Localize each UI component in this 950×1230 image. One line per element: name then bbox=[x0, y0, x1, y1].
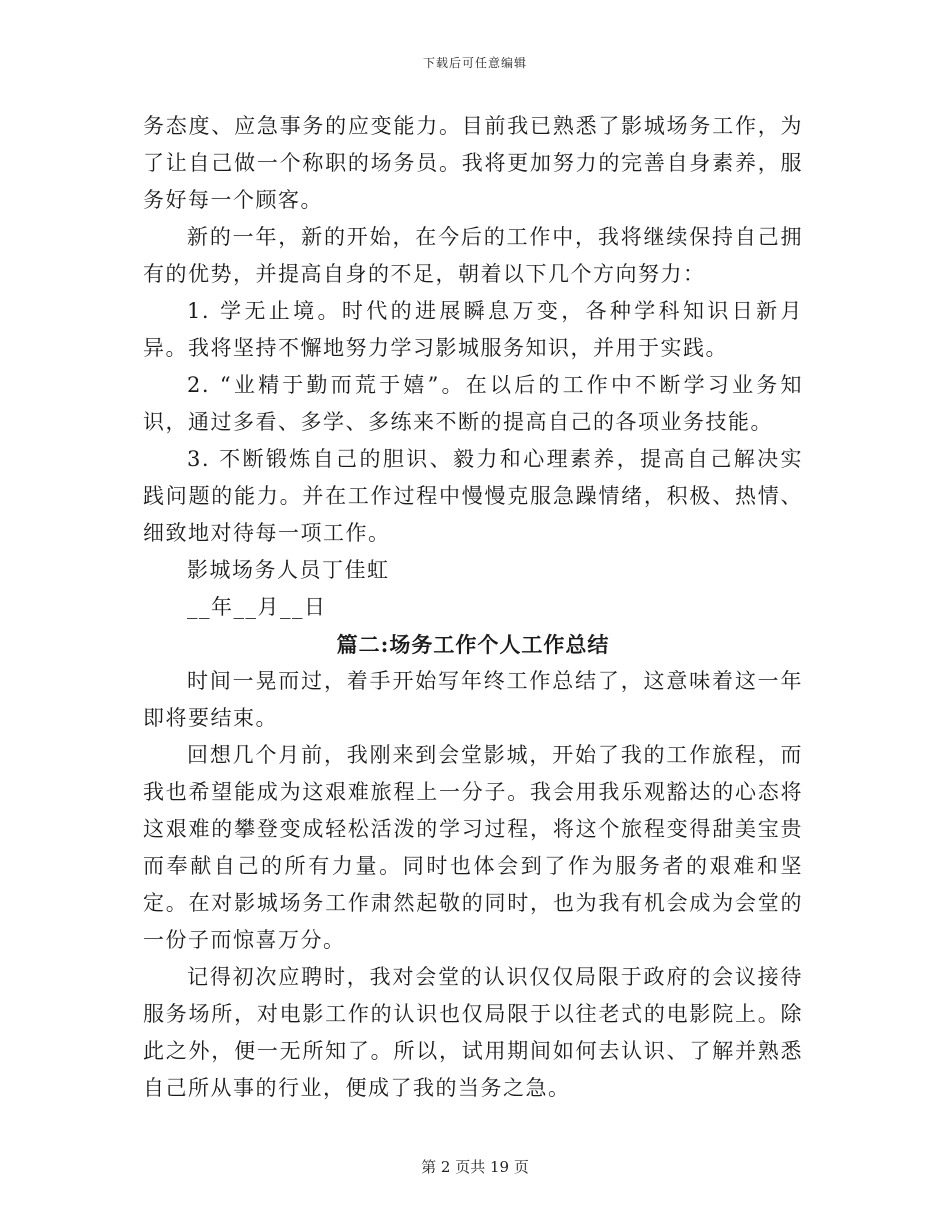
section-title: 篇二:场务工作个人工作总结 bbox=[336, 632, 610, 657]
document-body bbox=[143, 108, 803, 1107]
paragraph: 时间一晃而过，着手开始写年终工作总结了，这意味着这一年即将要结束。 bbox=[143, 669, 803, 730]
paragraph: 务态度、应急事务的应变能力。目前我已熟悉了影城场务工作，为了让自己做一个称职的场务员。我将更加努力的完善自身素养，服务好每一个顾客。 bbox=[143, 114, 803, 212]
paragraph: 回想几个月前，我刚来到会堂影城，开始了我的工作旅程，而我也希望能成为这艰难旅程上一分子。我会用我乐观豁达的心态将这艰难的攀登变成轻松活泼的学习过程，将这个旅程变得甜美宝贵而奉献自己的所有力量。同时也体会到了作为服务者的艰难和坚定。在对影城场务工作肃然起敬的同时，也为我有机会成为会堂的一份子而惊喜万分。 bbox=[143, 743, 803, 952]
paragraph: 记得初次应聘时，我对会堂的认识仅仅局限于政府的会议接待服务场所，对电影工作的认识也仅局限于以往老式的电影院上。除此之外，便一无所知了。所以，试用期间如何去认识、了解并熟悉自己所从事的行业，便成了我的当务之急。 bbox=[143, 965, 803, 1100]
list-item: 2. “业精于勤而荒于嬉”。在以后的工作中不断学习业务知识，通过多看、多学、多练来不断的提高自己的各项业务技能。 bbox=[143, 373, 803, 434]
header-note: 下载后可任意编辑 bbox=[422, 56, 527, 70]
list-item: 3. 不断锻炼自己的胆识、毅力和心理素养，提高自己解决实践问题的能力。并在工作过程中慢慢克服急躁情绪，积极、热情、细致地对待每一项工作。 bbox=[143, 447, 803, 545]
signature: 影城场务人员丁佳虹 bbox=[187, 558, 390, 582]
paragraph: 新的一年，新的开始，在今后的工作中，我将继续保持自己拥有的优势，并提高自身的不足，朝着以下几个方向努力： bbox=[143, 225, 803, 286]
date-line: __年__月__日 bbox=[187, 595, 327, 619]
page-number: 第 2 页共 19 页 bbox=[421, 1158, 529, 1176]
list-item: 1. 学无止境。时代的进展瞬息万变，各种学科知识日新月异。我将坚持不懈地努力学习影城服务知识，并用于实践。 bbox=[143, 299, 803, 360]
